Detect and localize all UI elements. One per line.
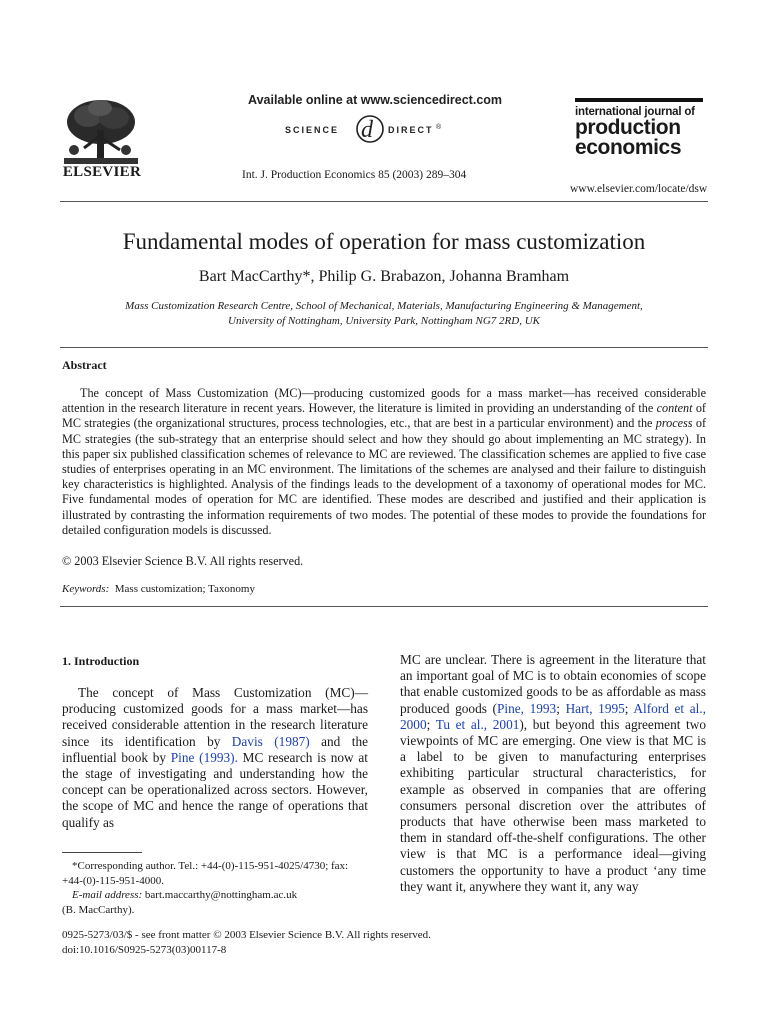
footnote-email-label: E-mail address: [72,889,143,901]
footnote-email-line [62,888,368,903]
footnote-corresponding: *Corresponding author. Tel.: +44-(0)-115-951-4025/4730; fax: +44-(0)-115-951-4000. [62,860,349,887]
sciencedirect-available-text[interactable]: Available online at www.sciencedirect.com [248,93,503,107]
journal-brand [575,98,703,158]
affiliation-line-2: University of Nottingham, University Park, Nottingham NG7 2RD, UK [228,315,540,327]
keywords-value: Mass customization; Taxonomy [114,583,255,595]
abstract-heading: Abstract [62,358,107,372]
sciencedirect-registered-mark: ® [436,124,442,131]
footnote-email-link[interactable]: bart.maccarthy@nottingham.ac.uk [144,889,298,901]
ref-pine-1993-b[interactable]: Pine, 1993 [496,700,557,716]
journal-name-line-2: economics [575,136,682,159]
ref-davis-1987[interactable]: Davis (1987) [231,733,310,749]
page-footer [62,928,431,957]
elsevier-tree-icon [60,96,142,168]
section-heading-introduction: 1. Introduction [62,654,140,668]
abstract-copyright: © 2003 Elsevier Science B.V. All rights reserved. [62,554,304,568]
sciencedirect-direct-word: DIRECT [388,125,434,135]
abstract-paragraph: The concept of Mass Customization (MC)—producing customized goods for a mass market—has received considerable attention in the research literature in recent years. However, the literature is limited in providing an understanding of the content of MC strategies (the organizational structures, process technologies, etc., that are best in a particular environment) and the process of MC strategies (the sub-strategy that an enterprise should select and how they should go about implementing an MC strategy). In this paper six published classification schemes of relevance to MC are reviewed. The classification schemes are applied to five case studies of enterprises operating in an MC environment. The limitations of the schemes are analysed and their failure to distinguish key characteristics is highlighted. Analysis of the findings leads to the development of a taxonomy of operational modes for MC. Five fundamental modes of operation for MC are identified. These modes are described and justified and their application is illustrated by contrasting the information requirements of two modes. The potential of these modes to provide the foundations for detailed configuration models is discussed. [62,386,707,537]
keywords-label: Keywords: [62,583,110,595]
right-column-text [400,652,706,895]
sciencedirect-d-icon[interactable] [285,112,455,144]
paper-title: Fundamental modes of operation for mass customization [122,229,646,254]
footnote [62,859,368,917]
abstract-emphasis-process: process [655,416,693,431]
ref-alford-2000[interactable]: Alford et al., 2000 [400,700,706,732]
sciencedirect-science-word: SCIENCE [285,125,340,135]
intro-paragraph-continued: MC are unclear. There is agreement in the literature that an important goal of MC is to obtain economies of scope that enable customized goods to be as affordable as mass produced goods (Pine, 1993; Hart, 1995; Alford et al., 2000; Tu et al., 2001), but beyond this agreement two viewpoints of MC are emerging. One view is that MC is a label to be given to manufacturing enterprises exhibiting particular structural characteristics, for example as observed in companies that are offering consumers personal discretion over the attributes of products that have otherwise been mass marketed to them in standard off-the-shelf configurations. The other view is that MC is a performance ideal—giving customers the opportunity to have a product ‘any time they want it, anywhere they want it, any way [400,652,706,894]
paper-authors: Bart MacCarthy*, Philip G. Brabazon, Johanna Bramham [198,268,570,285]
footer-front-matter: 0925-5273/03/$ - see front matter © 2003 Elsevier Science B.V. All rights reserved. [62,929,431,941]
ref-hart-1995[interactable]: Hart, 1995 [565,700,625,716]
journal-brand-rule [575,98,703,102]
abstract-divider [60,606,708,607]
keywords-line [62,583,255,595]
header-divider [60,201,708,202]
ref-pine-1993[interactable]: Pine (1993). [170,749,238,765]
ref-tu-2001[interactable]: Tu et al., 2001 [435,716,520,732]
footer-doi[interactable]: doi:10.1016/S0925-5273(03)00117-8 [62,943,227,956]
journal-intl-label: international journal of [575,106,695,118]
publisher-name: ELSEVIER [62,164,142,180]
title-divider [60,347,708,348]
journal-url[interactable]: www.elsevier.com/locate/dsw [570,183,708,195]
left-column-text [62,685,368,831]
footnote-name: (B. MacCarthy). [62,903,135,916]
footnote-divider [62,852,142,853]
affiliation-line-1: Mass Customization Research Centre, School of Mechanical, Materials, Manufacturing Engineering & Management, [125,300,643,312]
journal-citation: Int. J. Production Economics 85 (2003) 289–304 [242,169,467,181]
abstract-emphasis-content: content [656,401,693,416]
intro-paragraph-1: The concept of Mass Customization (MC)—producing customized goods for a mass market—has received considerable attention in the research literature since its identification by Davis (1987) and the influential book by Pine (1993). MC research is now at the stage of investigating and understanding how the concept can be operationalized across sectors. However, the scope of MC and hence the range of operations that qualify as [62,685,369,830]
abstract-body [62,386,706,538]
svg-text:d: d [361,117,373,143]
journal-name-line-1: production [575,116,681,139]
